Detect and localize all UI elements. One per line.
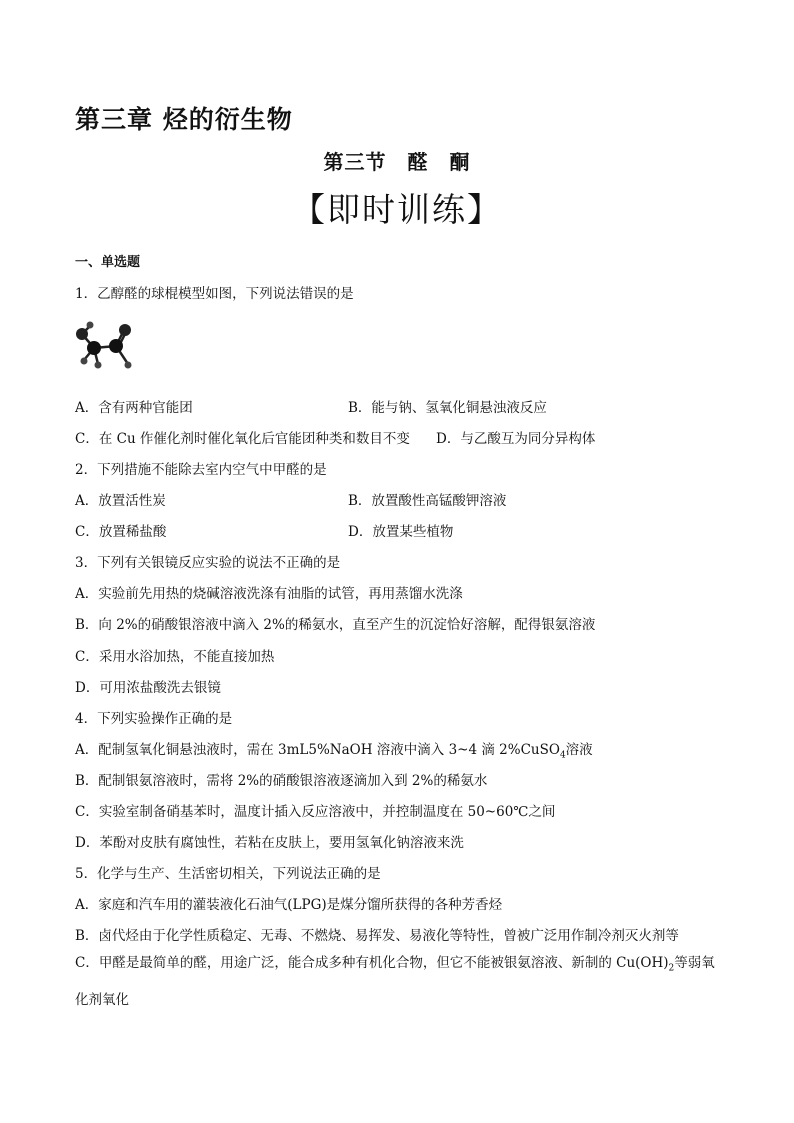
question-5-stem: 5．化学与生产、生活密切相关，下列说法正确的是	[75, 866, 381, 882]
question-4-stem: 4．下列实验操作正确的是	[75, 711, 233, 727]
question-1-option-b: B．能与钠、氢氧化铜悬浊液反应	[348, 400, 547, 416]
question-2-option-b: B．放置酸性高锰酸钾溶液	[348, 493, 507, 509]
question-1-stem: 1．乙醇醛的球棍模型如图，下列说法错误的是	[75, 286, 354, 302]
question-4-option-a: A．配制氢氧化铜悬浊液时，需在 3mL5%NaOH 溶液中滴入 3~4 滴 2%CuSO$_4$溶液	[75, 742, 593, 761]
question-3-option-b: B．向 2%的硝酸银溶液中滴入 2%的稀氨水，直至产生的沉淀恰好溶解，配得银氨溶液	[75, 617, 596, 633]
question-2-stem: 2．下列措施不能除去室内空气中甲醛的是	[75, 462, 327, 478]
training-banner: 【即时训练】	[292, 190, 502, 229]
question-1-option-a: A．含有两种官能团	[75, 400, 193, 416]
section-title: 第三节 醛 酮	[323, 150, 471, 174]
part-heading: 一、单选题	[75, 255, 141, 270]
question-1-option-c: C．在 Cu 作催化剂时催化氧化后官能团种类和数目不变	[75, 431, 410, 447]
chapter-title: 第三章 烃的衍生物	[75, 105, 293, 134]
question-2-option-c: C．放置稀盐酸	[75, 524, 167, 540]
question-2-option-d: D．放置某些植物	[348, 524, 454, 540]
question-4-option-c: C．实验室制备硝基苯时，温度计插入反应溶液中，并控制温度在 50~60℃之间	[75, 804, 556, 820]
question-2-option-a: A．放置活性炭	[75, 493, 166, 509]
question-3-option-c: C．采用水浴加热，不能直接加热	[75, 649, 275, 665]
question-4-option-b: B．配制银氨溶液时，需将 2%的硝酸银溶液逐滴加入到 2%的稀氨水	[75, 773, 488, 789]
question-5-option-a: A．家庭和汽车用的灌装液化石油气(LPG)是煤分馏所获得的各种芳香烃	[75, 897, 503, 913]
question-3-stem: 3．下列有关银镜反应实验的说法不正确的是	[75, 555, 341, 571]
question-5-option-b: B．卤代烃由于化学性质稳定、无毒、不燃烧、易挥发、易液化等特性，曾被广泛用作制冷剂灭火剂等	[75, 928, 679, 944]
glycolaldehyde-ball-stick-model	[72, 318, 142, 376]
question-4-option-d: D．苯酚对皮肤有腐蚀性，若粘在皮肤上，要用氢氧化钠溶液来洗	[75, 835, 464, 851]
question-3-option-d: D．可用浓盐酸洗去银镜	[75, 680, 221, 696]
question-5-option-c: C．甲醛是最简单的醛，用途广泛，能合成多种有机化合物，但它不能被银氨溶液、新制的 $Cu(OH)_2$等弱氧化剂氧化	[75, 955, 715, 1008]
question-1-option-d: D．与乙酸互为同分异构体	[436, 431, 596, 447]
question-3-option-a: A．实验前先用热的烧碱溶液洗涤有油脂的试管，再用蒸馏水洗涤	[75, 586, 463, 602]
